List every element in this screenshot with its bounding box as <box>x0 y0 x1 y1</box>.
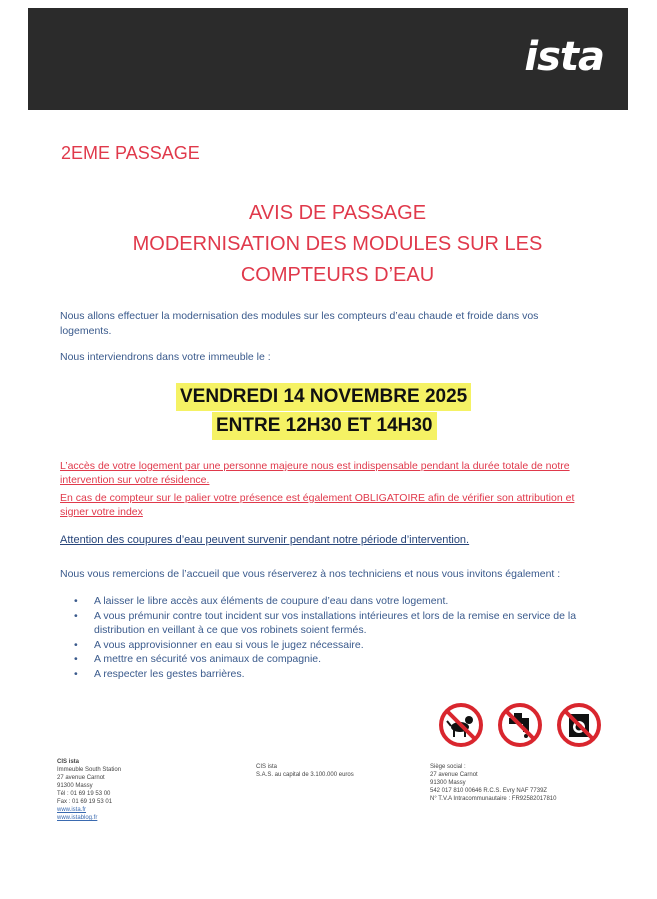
footer-head-office-city: 91300 Massy <box>430 780 466 786</box>
title-line-3: COMPTEURS D’EAU <box>240 264 435 286</box>
footer-address-2: 27 avenue Carnot <box>57 775 105 781</box>
no-pets-icon <box>438 702 484 748</box>
footer-head-office-street: 27 avenue Carnot <box>430 772 478 778</box>
footer-fax: Fax : 01 69 19 53 01 <box>57 799 113 805</box>
list-item: • A vous approvisionner en eau si vous le jugez nécessaire. <box>74 638 604 653</box>
warning-block <box>60 459 600 519</box>
title-line-1: AVIS DE PASSAGE <box>248 202 427 224</box>
footer-legal-company: CIS ista <box>256 764 278 770</box>
time-line: ENTRE 12H30 ET 14H30 <box>212 412 437 440</box>
footer-head-office-rcs: 542 017 810 00646 R.C.S. Evry NAF 7739Z <box>430 788 548 794</box>
footer-head-office <box>430 763 556 803</box>
warning-landing: En cas de compteur sur le palier votre présence est également OBLIGATOIRE afin de vérifier son attribution et signer votre index <box>60 492 575 518</box>
no-water-tap-icon <box>497 702 543 748</box>
footer-address-1: Immeuble South Station <box>57 767 122 773</box>
attention-notice: Attention des coupures d’eau peuvent survenir pendant notre période d’intervention. <box>60 534 470 546</box>
footer-tel: Tél : 01 69 19 53 00 <box>57 791 111 797</box>
list-item: • A laisser le libre accès aux éléments de coupure d’eau dans votre logement. <box>74 594 604 609</box>
list-item: • A respecter les gestes barrières. <box>74 667 604 682</box>
instructions-list <box>74 594 604 681</box>
footer-head-office-vat: N° T.V.A Intracommunautaire : FR92582017810 <box>430 796 557 802</box>
intervention-text: Nous interviendrons dans votre immeuble le : <box>60 351 271 363</box>
footer-link-blog[interactable]: www.istablog.fr <box>57 815 98 821</box>
footer-company: CIS ista <box>57 759 80 765</box>
list-item: • A mettre en sécurité vos animaux de compagnie. <box>74 652 604 667</box>
date-line: VENDREDI 14 NOVEMBRE 2025 <box>176 383 471 411</box>
footer-link-ista[interactable]: www.ista.fr <box>57 807 87 813</box>
no-washing-machine-icon <box>556 702 602 748</box>
footer-legal <box>256 763 354 779</box>
footer-address-3: 91300 Massy <box>57 783 93 789</box>
list-item: • A vous prémunir contre tout incident sur vos installations intérieures et lors de la remise en service de la distribution en veillant à ce que vos robinets soient fermés. <box>74 609 604 638</box>
footer-contact <box>57 758 121 822</box>
footer-head-office-label: Siège social : <box>430 764 466 770</box>
thanks-text: Nous vous remercions de l’accueil que vous réserverez à nos techniciens et nous vous invitons également : <box>60 568 561 580</box>
title-line-2: MODERNISATION DES MODULES SUR LES <box>132 233 543 255</box>
warning-access: L’accès de votre logement par une personne majeure nous est indispensable pendant la durée totale de notre intervention sur votre résidence. <box>60 460 570 486</box>
ista-logo: ista <box>524 34 604 80</box>
intro-paragraph: Nous allons effectuer la modernisation des modules sur les compteurs d’eau chaude et froide dans vos logements. <box>60 310 539 337</box>
header-band <box>28 8 628 110</box>
passage-label: 2EME PASSAGE <box>61 143 200 163</box>
footer-legal-capital: S.A.S. au capital de 3.100.000 euros <box>256 772 354 778</box>
